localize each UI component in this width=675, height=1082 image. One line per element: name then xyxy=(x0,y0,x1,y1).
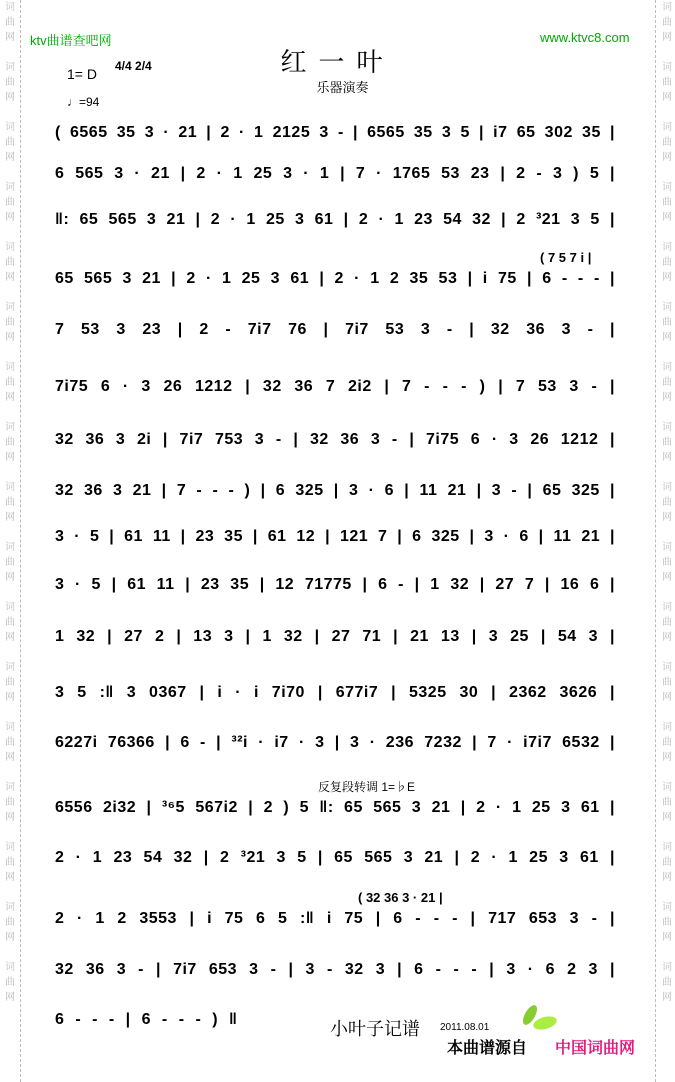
song-subtitle: 乐器演奏 xyxy=(316,80,369,95)
score-line: 65 565 3 21 | 2 · 1 25 3 61 | 2 · 1 2 35 53 | i 75 | 6 - - - | xyxy=(55,270,615,287)
watermark-right: 词 曲 网 词 曲 网 词 曲 网 词 曲 网 词 曲 网 词 曲 网 词 曲 网 词 曲 网 词 曲 网 词 曲 网 词 曲 网 词 曲 网 词 曲 网 词 曲 网 词 曲 网 词 曲 网 词 曲 网 xyxy=(662,2,672,1003)
site-name[interactable]: ktv曲谱查吧网 xyxy=(30,33,112,48)
watermark-left: 词 曲 网 词 曲 网 词 曲 网 词 曲 网 词 曲 网 词 曲 网 词 曲 网 词 曲 网 词 曲 网 词 曲 网 词 曲 网 词 曲 网 词 曲 网 词 曲 网 词 曲 网 词 曲 网 词 曲 网 xyxy=(5,2,15,1003)
score-line: 2 · 1 2 3553 | i 75 6 5 :‖ i 75 | 6 - - - | 717 653 3 - | xyxy=(55,910,615,927)
meter-1: 4/4 xyxy=(115,59,132,73)
score-line: 6 - - - | 6 - - - ) ‖ xyxy=(55,1011,238,1028)
score-line: 32 36 3 - | 7i7 653 3 - | 3 - 32 3 | 6 - - - | 3 · 6 2 3 | xyxy=(55,961,615,978)
song-title: 红一叶 xyxy=(280,48,395,78)
meter-2: 2/4 xyxy=(135,59,152,73)
score-line: 1 32 | 27 2 | 13 3 | 1 32 | 27 71 | 21 13 | 3 25 | 54 3 | xyxy=(55,628,615,645)
score-line: ( 6565 35 3 · 21 | 2 · 1 2125 3 - | 6565 35 3 5 | i7 65 302 35 | xyxy=(55,124,615,141)
score-line: 2 · 1 23 54 32 | 2 ³21 3 5 | 65 565 3 21 | 2 · 1 25 3 61 | xyxy=(55,849,615,866)
score-line: 7i75 6 · 3 26 1212 | 32 36 7 2i2 | 7 - - - ) | 7 53 3 - | xyxy=(55,378,615,395)
score-line: 32 36 3 21 | 7 - - - ) | 6 325 | 3 · 6 | 11 21 | 3 - | 65 325 | xyxy=(55,482,615,499)
tempo-marking: ♩=94 xyxy=(67,95,100,109)
pickup-notes-2: ( 32 36 3 · 21 | xyxy=(358,890,443,905)
left-border xyxy=(20,0,21,1082)
score-line: 6556 2i32 | ³⁶5 567i2 | 2 ) 5 ‖: 65 565 3 21 | 2 · 1 25 3 61 | xyxy=(55,799,615,816)
score-line: 6 565 3 · 21 | 2 · 1 25 3 · 1 | 7 · 1765 53 23 | 2 - 3 ) 5 | xyxy=(55,165,615,182)
score-line: 3 · 5 | 61 11 | 23 35 | 61 12 | 121 7 | 6 325 | 3 · 6 | 11 21 | xyxy=(55,528,615,545)
right-border xyxy=(655,0,656,1082)
score-line: 32 36 3 2i | 7i7 753 3 - | 32 36 3 - | 7i75 6 · 3 26 1212 | xyxy=(55,431,615,448)
site-url[interactable]: www.ktvc8.com xyxy=(540,30,630,45)
transcriber: 小叶子记谱 xyxy=(330,1019,420,1040)
transcription-date: 2011.08.01 xyxy=(440,1022,490,1033)
score-line: 3 · 5 | 61 11 | 23 35 | 12 71775 | 6 - | 1 32 | 27 7 | 16 6 | xyxy=(55,576,615,593)
brand-name[interactable]: 中国词曲网 xyxy=(555,1040,636,1057)
modulation-note: 反复段转调 1=♭E xyxy=(318,780,416,794)
source-label: 本曲谱源自 xyxy=(447,1040,528,1057)
time-signatures xyxy=(115,60,152,72)
score-line: ‖: 65 565 3 21 | 2 · 1 25 3 61 | 2 · 1 23 54 32 | 2 ³21 3 5 | xyxy=(55,211,615,228)
leaf-icon xyxy=(515,1003,560,1033)
pickup-notes-1: ( 7 5 7 i | xyxy=(540,250,592,265)
key-signature: 1= D xyxy=(67,66,97,82)
score-line: 7 53 3 23 | 2 - 7i7 76 | 7i7 53 3 - | 32 36 3 - | xyxy=(55,321,615,338)
score-line: 6227i 76366 | 6 - | ³²i · i7 · 3 | 3 · 236 7232 | 7 · i7i7 6532 | xyxy=(55,734,615,751)
score-line: 3 5 :‖ 3 0367 | i · i 7i70 | 677i7 | 5325 30 | 2362 3626 | xyxy=(55,684,615,701)
